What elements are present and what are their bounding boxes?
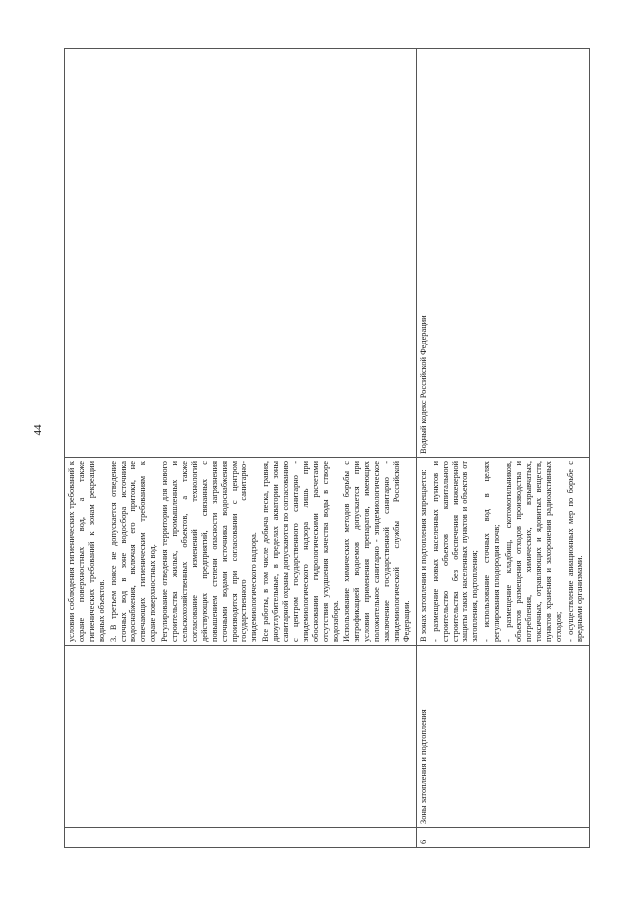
measure-text: - осуществление авиационных мер по борьбе с вредными организмами. <box>565 461 585 642</box>
measure-text: Регулирование отведения территории для нового строительства жилых, промышленных и сельскохозяйственных объектов, а также согласование изменений технологий действующих предприятий, связанных с повышением степени опасности загрязнения сточными водами источника водоснабжения производится при согласовании с центром государственного санитарно-эпидемиологического надзора. <box>160 461 259 642</box>
page-number: 44 <box>32 424 44 436</box>
measure-text: 3. В третьем поясе не допускается отведение сточных вод в зоне водосбора источника водоснабжения, включая его притоки, не отвечающих гигиеническим требованиям к охране поверхностных вод. <box>108 461 158 642</box>
cell-basis: Водный кодекс Российской Федерации <box>416 49 590 458</box>
measure-text: Все работы, в том числе добыча песка, гравия, дноуглубительные, в пределах акватории зоны санитарной охраны допускаются по согласованию с центром государственного санитарно - эпидемиологического надзора лишь при обосновании гидрологическими расчетами отсутствия ухудшения качества воды в створе водозабора. <box>261 461 340 642</box>
measure-text: - размещение кладбищ, скотомогильников, объектов размещения отходов производства и потребления, химических, взрывчатых, токсичных, отравляющих и ядовитых веществ, пунктов хранения и захоронения радиоактивных отходов; <box>504 461 563 642</box>
measure-text: - размещение новых населенных пунктов и строительство объектов капитального строительства без обеспечения инженерной защиты таких населенных пунктов и объектов от затопления, подтопления; <box>430 461 480 642</box>
cell-measures-prev <box>65 458 417 646</box>
cell-zone-prev <box>65 646 417 828</box>
measure-text: Использование химических методов борьбы с эвтрофикацией водоемов допускается при условии применения препаратов, имеющих положительное санитарно - эпидемиологическое заключение государственной санитарно - эпидемиологической службы Российской Федерации. <box>342 461 411 642</box>
table-row-prev <box>65 49 417 848</box>
cell-zone: Зоны затопления и подтопления <box>416 646 590 828</box>
cell-basis-prev <box>65 49 417 458</box>
table-row-6 <box>416 49 590 848</box>
cell-number-prev <box>65 828 417 848</box>
measure-text: - использование сточных вод в целях регулирования плодородия почв; <box>482 461 502 642</box>
measure-text: условии соблюдения гигиенических требований к охране поверхностных вод, а также гигиенических требований к зонам рекреации водных объектов. <box>67 461 106 642</box>
measure-text: В зонах затопления и подтопления запрещается: <box>418 469 428 642</box>
cell-number: 6 <box>416 828 590 848</box>
cell-measures <box>416 458 590 646</box>
regulations-table <box>64 48 585 848</box>
